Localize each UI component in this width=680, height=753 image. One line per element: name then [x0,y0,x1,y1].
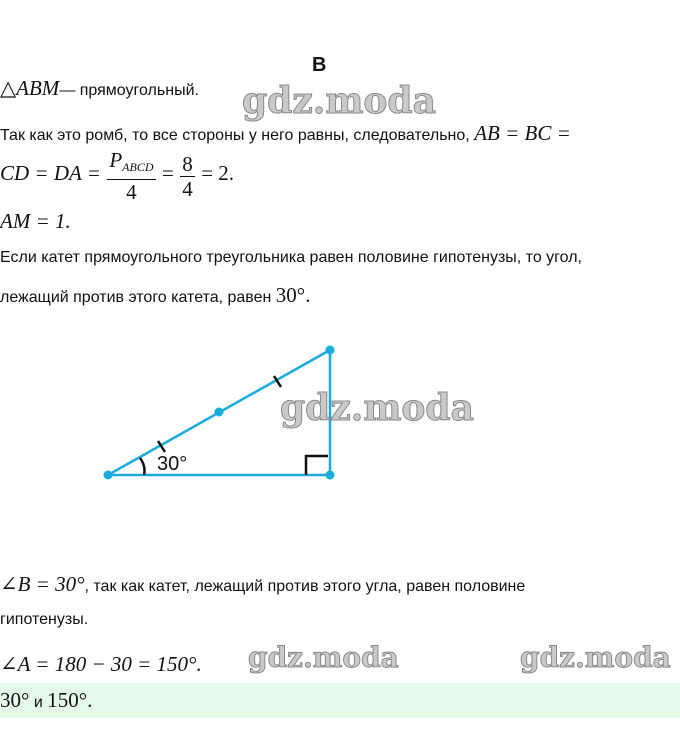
vertex-left [104,471,113,480]
rhombus-math: AB = BC = [474,121,571,145]
fraction-perimeter-sub: ABCD [122,160,154,174]
watermark: gdz.moda [280,387,474,429]
theorem-cont-text: лежащий против этого катета, равен [0,289,276,306]
watermark: gdz.moda [520,641,671,674]
angle-b-math: ∠B = 30° [0,572,85,596]
line-theorem-cont [0,283,310,308]
line-theorem [0,249,582,267]
theorem-angle: 30°. [275,283,311,307]
answer-first: 30° [0,688,30,712]
vertex-right [326,471,335,480]
fraction-eight-num: 8 [182,151,193,176]
hypotenuse-word: гипотенузы. [0,611,89,628]
line-triangle-abm [0,76,199,101]
answer-box [0,683,680,718]
angle-label: 30° [157,453,188,475]
watermark: gdz.moda [242,80,436,122]
equals-sign: = [161,161,174,186]
right-angle-marker [306,456,328,475]
watermark: gdz.moda [248,641,399,674]
fraction-eight-four [180,152,195,201]
side-lhs: CD = DA = [0,161,101,186]
angle-a-math: ∠A = 180 − 30 = 150°. [0,652,202,676]
theorem-text: Если катет прямоугольного треугольника равен половине гипотенузы, то угол, [0,249,582,266]
triangle-abm-text: — прямоугольный. [59,82,199,99]
cropped-heading-fragment: B [312,54,327,76]
line-angle-b [0,572,525,597]
am-math: AM = 1. [0,209,71,233]
fraction-perimeter [107,148,155,204]
triangle-figure [0,330,680,560]
answer-and: и [29,694,48,711]
triangle-abm-math: △ABM [0,76,60,100]
line-am [0,209,71,234]
midpoint-m [215,408,224,417]
rhombus-text: Так как это ромб, то все стороны у него равны, следовательно, [0,127,475,144]
line-side-length [0,148,234,204]
line-angle-a [0,652,202,677]
fraction-four-den: 4 [182,176,193,201]
line-rhombus-sides [0,121,571,146]
fraction-perimeter-num: P [109,148,123,172]
vertex-top [326,346,335,355]
line-hypotenuse-word [0,611,88,629]
angle-arc [140,458,145,475]
fraction-perimeter-den: 4 [126,180,137,204]
angle-b-text: , так как катет, лежащий против этого угла, равен половине [84,578,526,595]
answer-second: 150°. [47,688,93,712]
side-result: = 2. [201,161,235,186]
